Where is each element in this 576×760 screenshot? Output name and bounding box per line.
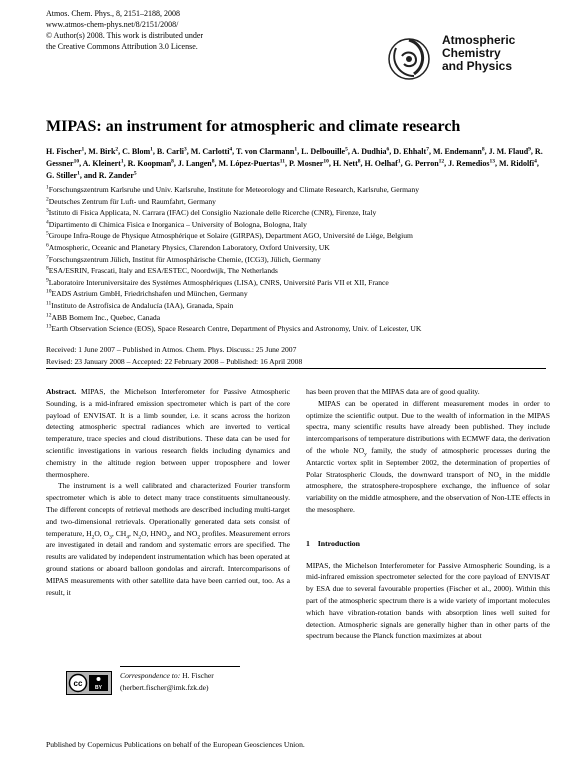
sub-2c: 2 [197,534,201,541]
author-name: A. Dudhia [351,147,387,156]
affiliation-number: 12 [46,312,52,318]
affiliation-item [46,254,546,266]
cc-by-badge[interactable] [66,671,112,695]
author-affiliation-mark: 8 [211,158,215,165]
publication-dates [46,344,302,367]
affiliation-item [46,230,546,242]
affiliation-item [46,196,546,208]
journal-header [46,8,203,52]
author-name: A. Kleinert [82,159,121,168]
author-affiliation-mark: 8 [171,158,174,165]
affiliation-text: Forschungszentrum Karlsruhe und Univ. Karlsruhe, Institute for Meteorology and Climate Research, Karlsruhe, Germany [48,185,419,194]
abstract-text-2c: , CH [111,528,127,538]
author-name: M. Endemann [432,147,482,156]
affiliation-text: Forschungszentrum Jülich, Institut für Atmosphärische Chemie, (ICG3), Jülich, Germany [48,254,321,264]
right-paragraph-2 [306,398,550,516]
affiliation-item [46,184,546,196]
revised-line: Revised: 23 January 2008 – Accepted: 22 February 2008 – Published: 16 April 2008 [46,356,303,366]
affiliation-number: 11 [46,300,52,307]
affiliation-text: Dipartimento di Chimica Fisica e Inorganica – University of Bologna, Bologna, Italy [48,219,307,229]
publisher-footer: Published by Copernicus Publications on behalf of the European Geosciences Union. [46,740,305,749]
sub-4: 4 [126,534,130,541]
section-heading [306,538,550,550]
affiliation-text: Istituto di Fisica Applicata, N. Carrara (IFAC) del Consiglio Nazionale delle Ricerche (CNR), Firenze, Italy [48,208,377,218]
author-affiliation-mark: 1 [120,158,124,165]
author-affiliation-mark: 12 [438,158,445,165]
affiliation-number: 8 [46,265,49,272]
author-name: H. Nett [332,159,358,168]
author-name: P. Mosner [288,159,324,168]
affiliation-number: 7 [46,254,49,261]
sub-2b: 2 [138,534,142,541]
author-name: J. Langen [177,159,212,168]
affiliation-item [46,207,546,219]
affiliation-text: Groupe Infra-Rouge de Physique Atmosphérique et Solaire (GIRPAS), Department AGO, Université de Liège, Belgium [48,231,413,241]
section-title: Introduction [317,538,361,548]
affiliation-item [46,265,546,277]
affiliation-text: Deutsches Zentrum für Luft- und Raumfahrt, Germany [48,196,216,206]
author-name: M. Carlotti [190,147,230,156]
author-name: L. Delbouille [301,147,346,156]
author-name: R. Zander [98,171,134,180]
affiliation-number: 2 [46,196,49,203]
journal-logo [384,34,544,84]
affiliation-item [46,242,546,254]
affiliation-item [46,219,546,231]
author-name: J. Remedios [448,159,490,168]
logo-line-1: Atmospheric [442,33,516,47]
affiliation-text: EADS Astrium GmbH, Friedrichshafen und München, Germany [51,289,248,299]
logo-line-3: and Physics [442,59,513,73]
sub-y: y [364,451,367,458]
author-name: B. Carli [156,147,185,156]
right-text-2a: MIPAS can be operated in different measurement modes in order to optimize the scientific output. Due to the wealth of information in the MIPAS spectra, many scientific results have already been published. They include intercomparisons of temperature distributions with ECMWF data, the derivation of the whole NO [306,398,551,455]
by-label: BY [95,685,102,691]
correspondence-block [120,670,214,693]
affiliation-number: 10 [46,288,52,295]
affiliation-number: 6 [46,242,49,249]
sub-2: 2 [91,534,95,541]
author-affiliation-mark: 8 [481,146,485,153]
intro-paragraph: MIPAS, the Michelson Interferometer for Passive Atmospheric Sounding, is a mid-infrared emission spectrometer selected for the core payload of ENVISAT by ESA due to several favourable properties (Fischer et al., 2000). Within this part of the atmospheric spectrum there is a wide variety of important molecules which have vibration-rotation bands with absorption lines well suited for detection. Atmospheric signals are generally higher than in other parts of the spectrum because the Planck function maximizes at about [306,560,550,641]
author-list: H. Fischer$^1$, M. Birk$^2$, C. Blom$^1$, B. Carli$^3$, M. Carlotti$^4$, T. von Clarmann$^1$, L. Delbouille$^5$, A. Dudhia$^6$, D. Ehhalt$^7$, M. Endemann$^8$, J. M. Flaud$^9$, R. Gessner$^{10}$, A. Kleinert$^1$, R. Koopman$^8$, J. Langen$^8$, M. López-Puertas$^{11}$, P. Mosner$^{10}$, H. Nett$^8$, H. Oelhaf$^1$, G. Perron$^{12}$, J. Remedios$^{13}$, M. Ridolfi$^4$, G. Stiller$^1$, and R. Zander$^5$ [46,146,543,180]
affiliation-text: ABB Bomem Inc., Quebec, Canada [51,312,161,322]
author-affiliation-mark: 10 [323,158,329,165]
left-column [46,386,290,598]
abstract-label: Abstract. [46,387,77,396]
correspondence-label: Correspondence to: [120,671,181,680]
affiliation-item [46,312,546,324]
sub-3b: 3 [166,534,170,541]
paper-title: MIPAS: an instrument for atmospheric and climate research [46,118,461,135]
author-affiliation-mark: 8 [357,158,361,165]
right-text-2c: in the middle atmosphere, the stratosphere-troposphere exchange, the influence of solar variability on the middle atmosphere, and the observation of Non-LTE effects in the mesosphere. [306,469,550,514]
affiliation-text: Earth Observation Science (EOS), Space Research Centre, Department of Physics and Astronomy, Univ. of Leicester, UK [51,324,422,334]
author-name: M. Ridolfi [499,159,535,168]
right-column [306,386,550,642]
author-affiliation-mark: 7 [426,146,429,153]
sub-3: 3 [109,534,112,541]
correspondence-email[interactable]: (herbert.fischer@imk.fzk.de) [120,682,209,692]
right-paragraph-1: has been proven that the MIPAS data are of good quality. [306,387,480,396]
affiliation-number: 1 [46,184,49,191]
author-affiliation-mark: 2 [115,146,119,153]
author-affiliation-mark: 1 [150,146,153,153]
affiliation-number: 4 [46,219,49,226]
author-affiliation-mark: 4 [534,158,537,165]
affiliation-item [46,323,546,335]
author-name: M. Birk [88,147,116,156]
affiliation-item [46,288,546,300]
author-affiliation-mark: 1 [294,146,298,153]
affiliation-text: Atmospheric, Oceanic and Planetary Physics, Clarendon Laboratory, Oxford University, UK [48,242,330,252]
author-name: M. López-Puertas [218,159,280,168]
egu-swirl-icon [384,34,434,84]
author-name: J. M. Flaud [488,147,529,156]
author-name: H. Fischer [46,147,82,156]
author-affiliation-mark: 5 [133,170,137,177]
author-name: H. Oelhaf [364,159,398,168]
author-name: G. Stiller [46,171,78,180]
correspondence-divider [120,666,240,667]
affiliation-item [46,300,546,312]
affiliation-item [46,277,546,289]
abstract-paragraph-1 [46,386,290,480]
affiliation-number: 3 [46,207,49,214]
journal-url[interactable]: www.atmos-chem-phys.net/8/2151/2008/ [46,20,179,29]
abstract-text-2b: O, O [94,528,110,538]
author-name: G. Perron [404,159,439,168]
received-line: Received: 1 June 2007 – Published in Atmos. Chem. Phys. Discuss.: 25 June 2007 [46,345,297,354]
header-divider [46,368,546,369]
author-affiliation-mark: 11 [279,158,285,165]
author-affiliation-mark: 9 [528,146,531,153]
abstract-text-2g: profiles. Measurement errors are investigated in detail and random and systematic errors are specified. The results are validated by independent instrumentation which has been operated at ground stations or aboard balloon gondolas and aircraft. Intercomparisons of MIPAS measurements with other satellite data have been carried out, too. As a result, it [46,528,291,597]
abstract-text-2e: O, HNO [141,528,167,538]
affiliation-list [46,184,546,335]
affiliation-number: 13 [46,323,52,330]
author-affiliation-mark: 5 [345,146,348,153]
abstract-text-2a: The instrument is a well calibrated and characterized Fourier transform spectrometer which is able to detect many trace constituents simultaneously. The different concepts of retrieval methods are described including multi-target and two-dimensional retrievals. Operationally generated data sets consist of temperature, H [46,481,290,538]
author-affiliation-mark: 3 [184,146,187,153]
author-affiliation-mark: 1 [397,158,401,165]
cc-icon: cc [73,679,83,688]
abstract-text-2f: , and NO [169,528,198,538]
author-affiliation-mark: 4 [229,146,233,153]
author-affiliation-mark: 6 [386,146,390,153]
author-name: D. Ehhalt [393,147,427,156]
section-number: 1 [306,538,310,548]
affiliation-number: 9 [46,277,49,284]
license-line: the Creative Commons Attribution 3.0 License. [46,42,198,51]
affiliation-text: ESA/ESRIN, Frascati, Italy and ESA/ESTEC, Noordwijk, The Netherlands [48,266,278,276]
affiliation-text: Instituto de Astrofísica de Andalucía (IAA), Granada, Spain [51,300,234,310]
author-name: R. Koopman [127,159,172,168]
affiliation-text: Laboratoire Interuniversitaire des Systèmes Atmosphériques (LISA), CNRS, Université Paris VII et XII, France [48,277,389,287]
logo-text [442,34,515,73]
right-text-2b: family, the study of atmospheric processes during the Antarctic vortex split in September 2002, the determination of properties of Polar Stratospheric Clouds, the downward transport of NO [306,445,550,479]
affiliation-number: 5 [46,230,49,237]
author-affiliation-mark: 10 [73,158,80,165]
sub-x: x [499,475,502,482]
author-affiliation-mark: 1 [81,146,85,153]
journal-citation: Atmos. Chem. Phys., 8, 2151–2188, 2008 [46,9,181,18]
author-name: T. von Clarmann [236,147,295,156]
correspondence-name: H. Fischer [182,671,214,680]
author-name: C. Blom [122,147,151,156]
author-affiliation-mark: 13 [489,158,495,165]
abstract-paragraph-2 [46,480,290,598]
author-affiliation-mark: 1 [77,170,80,177]
abstract-text-2d: , N [129,528,139,538]
logo-line-2: Chemistry [442,46,501,60]
copyright-line: © Author(s) 2008. This work is distributed under [46,31,204,40]
abstract-text-1: MIPAS, the Michelson Interferometer for Passive Atmospheric Sounding, is a mid-infrared emission spectrometer which is part of the core payload of ENVISAT. It is a limb sounder, i.e. it scans across the horizon detecting atmospheric spectral radiances which are inverted to vertical temperature, trace species and cloud distributions. These data can be used for scientific investigations in various research fields including dynamics and chemistry in the altitude region between upper troposphere and lower thermosphere. [46,387,290,479]
author-name: R. Gessner [46,147,543,168]
